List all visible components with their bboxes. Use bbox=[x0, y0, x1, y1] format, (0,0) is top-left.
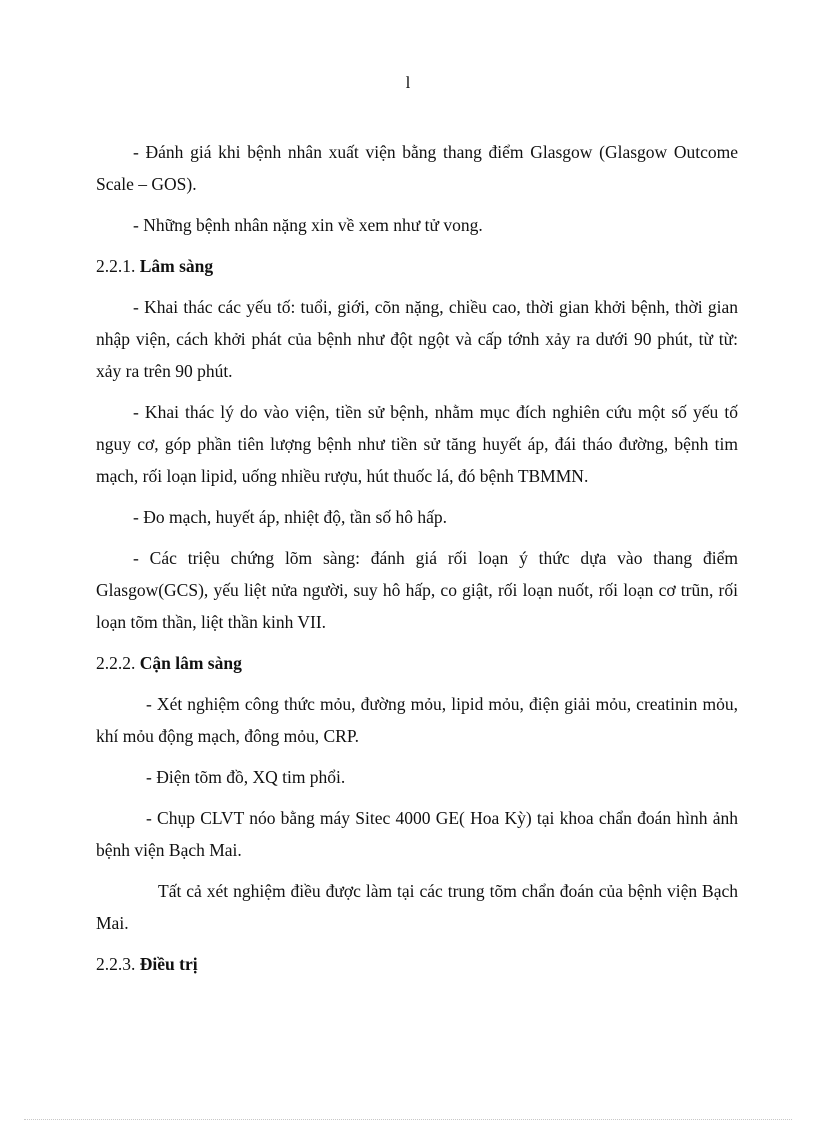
document-body bbox=[96, 136, 738, 989]
paragraph-lab-tests: - Xét nghiệm công thức mỏu, đường mỏu, lipid mỏu, điện giải mỏu, creatinin mỏu, khí mỏu động mạch, đông mỏu, CRP. bbox=[96, 694, 738, 746]
page-number: l bbox=[405, 73, 411, 92]
paragraph-ecg-xray: - Điện tõm đồ, XQ tim phổi. bbox=[146, 767, 346, 787]
paragraph-vital-signs: - Đo mạch, huyết áp, nhiệt độ, tần số hô hấp. bbox=[133, 507, 447, 527]
paragraph-severe-patients: - Những bệnh nhân nặng xin về xem như tử vong. bbox=[133, 215, 483, 235]
page-bottom-rule bbox=[24, 1119, 792, 1120]
section-title: Cận lâm sàng bbox=[139, 653, 242, 673]
section-heading-clinical bbox=[96, 250, 738, 282]
paragraph-clinical-symptoms: - Các triệu chứng lõm sàng: đánh giá rối loạn ý thức dựa vào thang điểm Glasgow(GCS), yếu liệt nửa người, suy hô hấp, co giật, rối loạn nuốt, rối loạn cơ trũn, rối loạn tõm thần, liệt thần kinh VII. bbox=[96, 548, 738, 632]
paragraph-test-location: Tất cả xét nghiệm điều được làm tại các trung tõm chẩn đoán của bệnh viện Bạch Mai. bbox=[96, 881, 738, 933]
paragraph-risk-factors: - Khai thác các yếu tố: tuổi, giới, cõn nặng, chiều cao, thời gian khởi bệnh, thời gian nhập viện, cách khởi phát của bệnh như đột ngột và cấp tớnh xảy ra dưới 90 phút, từ từ: xảy ra trên 90 phút. bbox=[96, 297, 738, 381]
section-heading-treatment bbox=[96, 948, 738, 980]
paragraph-medical-history: - Khai thác lý do vào viện, tiền sử bệnh, nhằm mục đích nghiên cứu một số yếu tố nguy cơ, góp phần tiên lượng bệnh như tiền sử tăng huyết áp, đái tháo đường, bệnh tim mạch, rối loạn lipid, uống nhiều rượu, hút thuốc lá, đó bệnh TBMMN. bbox=[96, 402, 738, 486]
paragraph-gos-assessment: - Đánh giá khi bệnh nhân xuất viện bằng thang điểm Glasgow (Glasgow Outcome Scale – GOS). bbox=[96, 142, 738, 194]
section-title: Lâm sàng bbox=[139, 256, 214, 276]
section-heading-paraclinical bbox=[96, 647, 738, 679]
section-title: Điều trị bbox=[139, 954, 198, 974]
section-number: 2.2.1. bbox=[96, 256, 136, 276]
paragraph-ct-scan: - Chụp CLVT nóo bằng máy Sitec 4000 GE( Hoa Kỳ) tại khoa chẩn đoán hình ảnh bệnh viện Bạch Mai. bbox=[96, 808, 738, 860]
section-number: 2.2.3. bbox=[96, 954, 136, 974]
section-number: 2.2.2. bbox=[96, 653, 136, 673]
